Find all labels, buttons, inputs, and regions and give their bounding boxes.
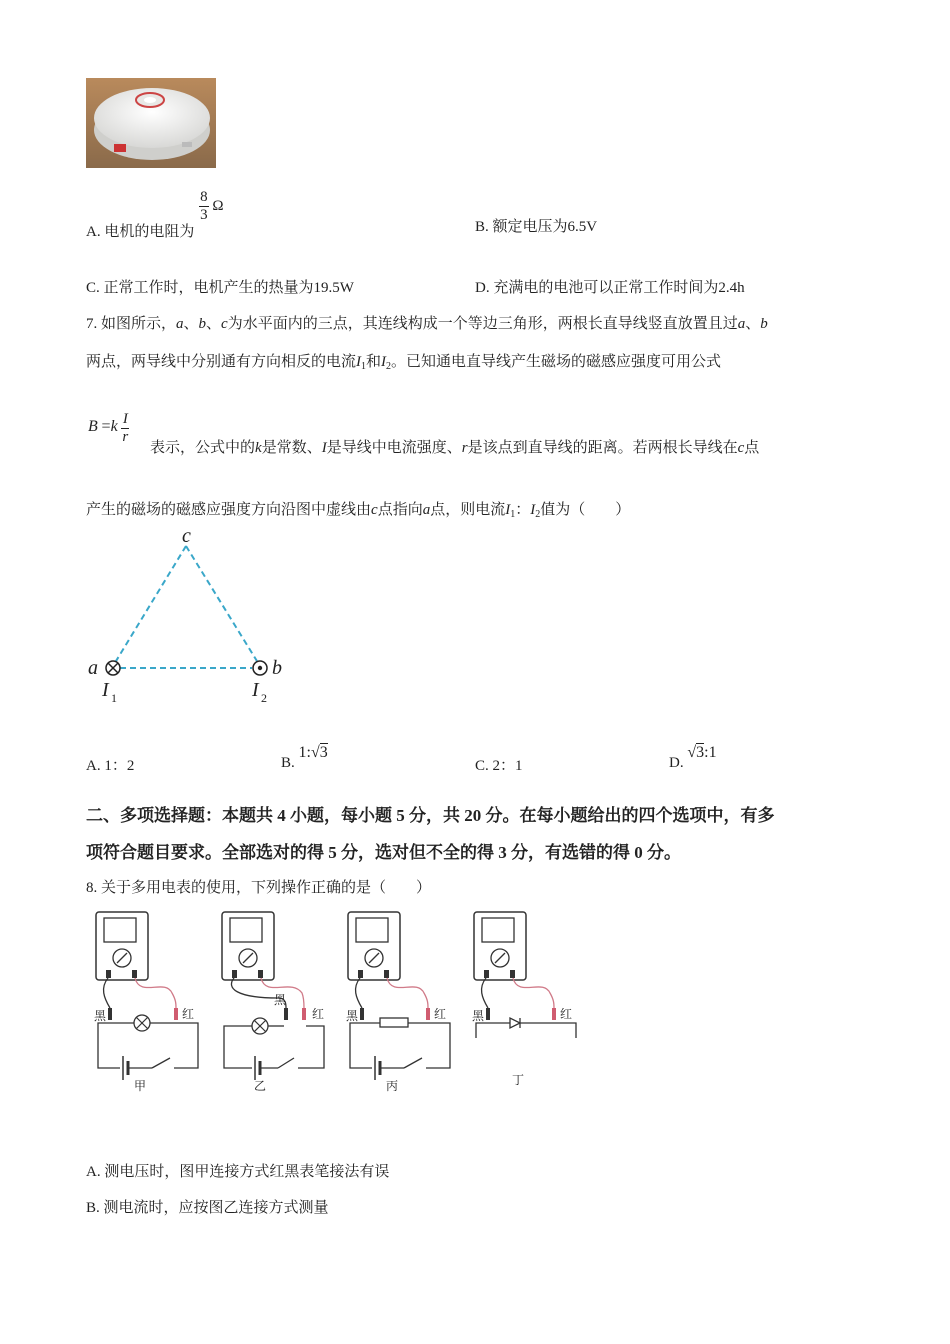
- q7-text: 表示，公式中的: [150, 440, 256, 456]
- q7-text: 点，则电流: [430, 502, 506, 518]
- label-I2-sub: 2: [261, 691, 267, 705]
- q7-text: 和: [366, 354, 382, 370]
- q7-option-c: C. 2：1: [475, 758, 523, 774]
- subscript-2: 2: [535, 509, 541, 520]
- label-b: b: [272, 657, 282, 679]
- resistor-icon: [380, 1018, 408, 1027]
- diode-icon: [510, 1018, 520, 1028]
- var-I2: I: [381, 354, 387, 370]
- var-a: a: [422, 502, 431, 518]
- label-c: c: [182, 525, 191, 547]
- q7-text: 两点，两导线中分别通有方向相反的电流: [86, 354, 357, 370]
- q7-option-b: [281, 744, 328, 771]
- subscript-1: 1: [510, 509, 516, 520]
- label-I2: I: [252, 679, 259, 701]
- robot-vacuum-photo: [86, 78, 216, 168]
- formula-k: k: [110, 417, 118, 435]
- q6-option-a-fraction: [199, 189, 209, 224]
- label-I1-sub: 1: [111, 691, 117, 705]
- var-c: c: [737, 440, 745, 456]
- q7-option-d-expr: :1: [704, 744, 717, 761]
- circuit-yi: [222, 912, 324, 1093]
- q7-text: 7. 如图所示，: [86, 316, 177, 332]
- formula-B: B: [88, 417, 98, 435]
- var-b: b: [198, 316, 207, 332]
- q6-fraction-numerator: 8: [200, 189, 208, 205]
- current-out-of-page-icon: [253, 661, 267, 675]
- var-c: c: [371, 502, 378, 518]
- label-black: 黑: [274, 993, 287, 1007]
- switch-icon: [278, 1058, 294, 1068]
- sqrt-icon: √: [687, 744, 697, 761]
- q7-option-a: A. 1：2: [86, 758, 135, 774]
- multimeter-icon: [474, 912, 526, 980]
- label-I1: I: [102, 679, 109, 701]
- sqrt-icon: √: [310, 744, 320, 761]
- current-into-page-icon: [106, 661, 120, 675]
- var-a: a: [737, 316, 746, 332]
- label-red: 红: [434, 1007, 447, 1021]
- label-red: 红: [312, 1007, 325, 1021]
- q6-option-a-unit: Ω: [212, 197, 224, 214]
- multimeter-icon: [222, 912, 274, 980]
- var-b: b: [760, 316, 768, 332]
- q7-text: 产生的磁场的磁感应强度方向沿图中虚线由: [86, 502, 372, 518]
- q8-option-b: B. 测电流时，应按图乙连接方式测量: [86, 1200, 329, 1216]
- q7-line-1: [86, 312, 768, 333]
- q7-text: 是该点到直导线的距离。若两根长导线在: [467, 440, 738, 456]
- triangle-figure: [84, 522, 304, 712]
- q6-option-a: [86, 189, 224, 240]
- q6-option-c: C. 正常工作时，电机产生的热量为19.5W: [86, 280, 354, 296]
- subscript-1: 1: [361, 361, 367, 372]
- q7-line-4: [86, 498, 630, 520]
- q6-option-a-text: A. 电机的电阻为: [86, 223, 195, 240]
- var-I1: I: [505, 502, 511, 518]
- q7-text: 值为（ ）: [540, 502, 631, 518]
- section-2-line-2: 项符合题目要求。全部选对的得 5 分，选对但不全的得 3 分，有选错的得 0 分。: [86, 843, 681, 862]
- formula-I: I: [122, 411, 128, 427]
- q7-text: 是导线中电流强度、: [326, 440, 462, 456]
- q7-option-d-radicand: 3: [696, 744, 705, 761]
- label-red: 红: [182, 1007, 195, 1021]
- robot-vacuum-image: [86, 78, 216, 168]
- section-2-line-1: 二、多项选择题：本题共 4 小题，每小题 5 分，共 20 分。在每小题给出的四个选项中，有多: [86, 806, 775, 825]
- var-c: c: [221, 316, 228, 332]
- q7-option-d: [669, 744, 717, 771]
- q6-option-b: B. 额定电压为6.5V: [475, 219, 598, 235]
- edge-ca: [113, 546, 186, 666]
- label-black: 黑: [472, 1009, 485, 1023]
- var-I1: I: [356, 354, 362, 370]
- caption-yi: 乙: [254, 1079, 267, 1093]
- edge-cb: [186, 546, 260, 666]
- caption-ding: 丁: [512, 1073, 525, 1087]
- var-I: I: [321, 440, 327, 456]
- circuit-jia: [94, 912, 198, 1093]
- formula-equals: =: [101, 417, 111, 435]
- q8-option-a: A. 测电压时，图甲连接方式红黑表笔接法有误: [86, 1164, 390, 1180]
- multimeter-icon: [96, 912, 148, 980]
- formula-fraction: [121, 411, 129, 446]
- switch-icon: [404, 1058, 422, 1068]
- q7-text: 点指向: [377, 502, 423, 518]
- var-I2: I: [530, 502, 536, 518]
- var-k: k: [255, 440, 262, 456]
- sep: 、: [745, 316, 761, 332]
- label-black: 黑: [346, 1009, 359, 1023]
- q7-formula-line: [88, 410, 129, 445]
- label-red: 红: [560, 1007, 573, 1021]
- caption-bing: 丙: [386, 1079, 399, 1093]
- label-a: a: [88, 657, 98, 679]
- q7-line-2: [86, 350, 721, 372]
- q7-text: 。已知通电直导线产生磁场的磁感应强度可用公式: [391, 354, 722, 370]
- q7-option-b-radicand: 3: [319, 744, 328, 761]
- q7-option-b-expr: 1:: [298, 744, 311, 761]
- q8-stem: 8. 关于多用电表的使用，下列操作正确的是（ ）: [86, 880, 432, 896]
- q7-text: 点: [744, 440, 760, 456]
- label-black: 黑: [94, 1009, 107, 1023]
- q6-option-d: D. 充满电的电池可以正常工作时间为2.4h: [475, 280, 745, 296]
- q6-fraction-denominator: 3: [200, 207, 208, 223]
- var-a: a: [176, 316, 184, 332]
- switch-icon: [152, 1058, 170, 1068]
- sep: 、: [206, 316, 222, 332]
- subscript-2: 2: [386, 361, 392, 372]
- circuit-ding: [472, 912, 576, 1087]
- q7-text: 为水平面内的三点，其连线构成一个等边三角形，两根长直导线竖直放置且过: [227, 316, 738, 332]
- var-r: r: [461, 440, 468, 456]
- multimeter-circuits-figure: [90, 908, 590, 1098]
- colon: ：: [515, 502, 531, 518]
- q7-line-3: [150, 436, 759, 457]
- circuit-bing: [346, 912, 450, 1093]
- q7-text: 是常数、: [261, 440, 322, 456]
- q7-option-b-label: B.: [281, 755, 295, 771]
- caption-jia: 甲: [134, 1079, 147, 1093]
- multimeter-icon: [348, 912, 400, 980]
- q7-option-d-label: D.: [669, 755, 684, 771]
- sep: 、: [183, 316, 199, 332]
- formula-r: r: [122, 429, 129, 445]
